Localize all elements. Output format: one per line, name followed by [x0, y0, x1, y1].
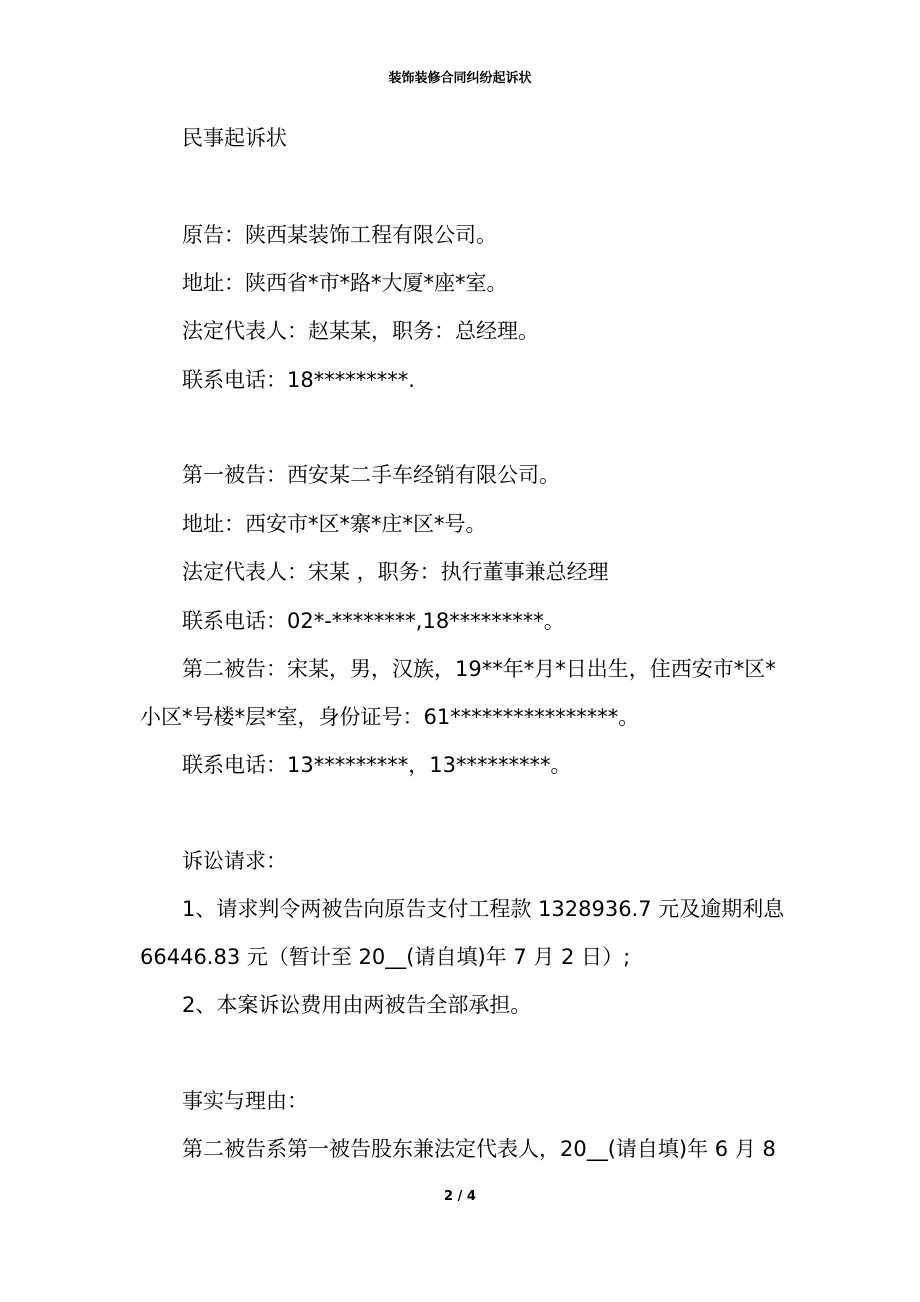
defendant1-name: 第一被告：西安某二手车经销有限公司。 — [182, 463, 560, 487]
defendant2-info-line2: 小区*号楼*层*室，身份证号：61****************。 — [140, 705, 640, 729]
facts-heading: 事实与理由： — [182, 1089, 308, 1113]
defendant1-representative: 法定代表人：宋某 ，职务：执行董事兼总经理 — [182, 560, 609, 584]
plaintiff-name: 原告：陕西某装饰工程有限公司。 — [182, 223, 497, 247]
claim-item1-line2: 66446.83 元（暂计至 20__(请自填)年 7 月 2 日）; — [140, 945, 631, 969]
plaintiff-phone: 联系电话：18*********. — [182, 368, 415, 392]
plaintiff-representative: 法定代表人：赵某某，职务：总经理。 — [182, 319, 539, 343]
claims-heading: 诉讼请求： — [182, 849, 287, 873]
plaintiff-address: 地址：陕西省*市*路*大厦*座*室。 — [182, 271, 508, 295]
claim-item1-line1: 1、请求判令两被告向原告支付工程款 1328936.7 元及逾期利息 — [182, 897, 785, 921]
facts-line1: 第二被告系第一被告股东兼法定代表人，20__(请自填)年 6 月 8 — [182, 1137, 776, 1161]
page-header-title: 装饰装修合同纠纷起诉状 — [388, 71, 532, 86]
defendant1-phone: 联系电话：02*-********,18*********。 — [182, 609, 565, 633]
claim-item2: 2、本案诉讼费用由两被告全部承担。 — [182, 993, 532, 1017]
defendant1-address: 地址：西安市*区*寨*庄*区*号。 — [182, 512, 487, 536]
defendant2-info-line1: 第二被告：宋某，男，汉族，19**年*月*日出生，住西安市*区* — [182, 657, 776, 681]
defendant2-phone: 联系电话：13*********，13*********。 — [182, 753, 572, 777]
document-heading: 民事起诉状 — [182, 126, 287, 150]
page-number: 2 / 4 — [444, 1189, 476, 1204]
